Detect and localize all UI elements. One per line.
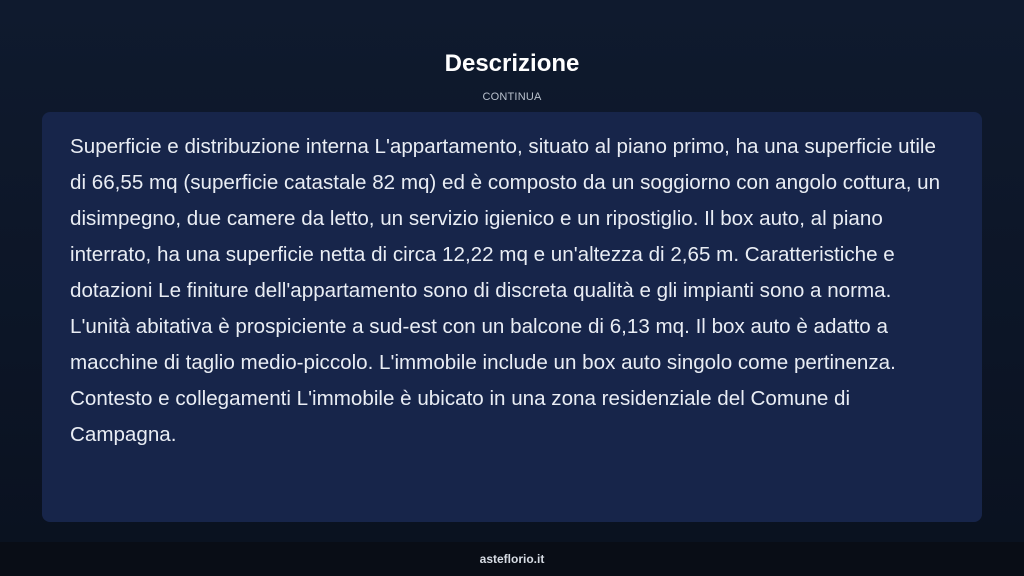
- description-card: [42, 112, 982, 522]
- footer-bar: [0, 542, 1024, 576]
- page-title: Descrizione: [444, 50, 580, 77]
- footer-site-name: asteflorio.it: [479, 552, 545, 566]
- page-subtitle: CONTINUA: [482, 91, 542, 103]
- description-text: Superficie e distribuzione interna L'appartamento, situato al piano primo, ha una superficie utile di 66,55 mq (superficie catastale 82 mq) ed è composto da un soggiorno con angolo cottura, un disimpegno, due camere da letto, un servizio igienico e un ripostiglio. Il box auto, al piano interrato, ha una superficie netta di circa 12,22 mq e un'altezza di 2,65 m. Caratteristiche e dotazioni Le finiture dell'appartamento sono di discreta qualità e gli impianti sono a norma. L'unità abitativa è prospiciente a sud-est con un balcone di 6,13 mq. Il box auto è adatto a macchine di taglio medio-piccolo. L'immobile include un box auto singolo come pertinenza. Contesto e collegamenti L'immobile è ubicato in una zona residenziale del Comune di Campagna.: [70, 135, 941, 446]
